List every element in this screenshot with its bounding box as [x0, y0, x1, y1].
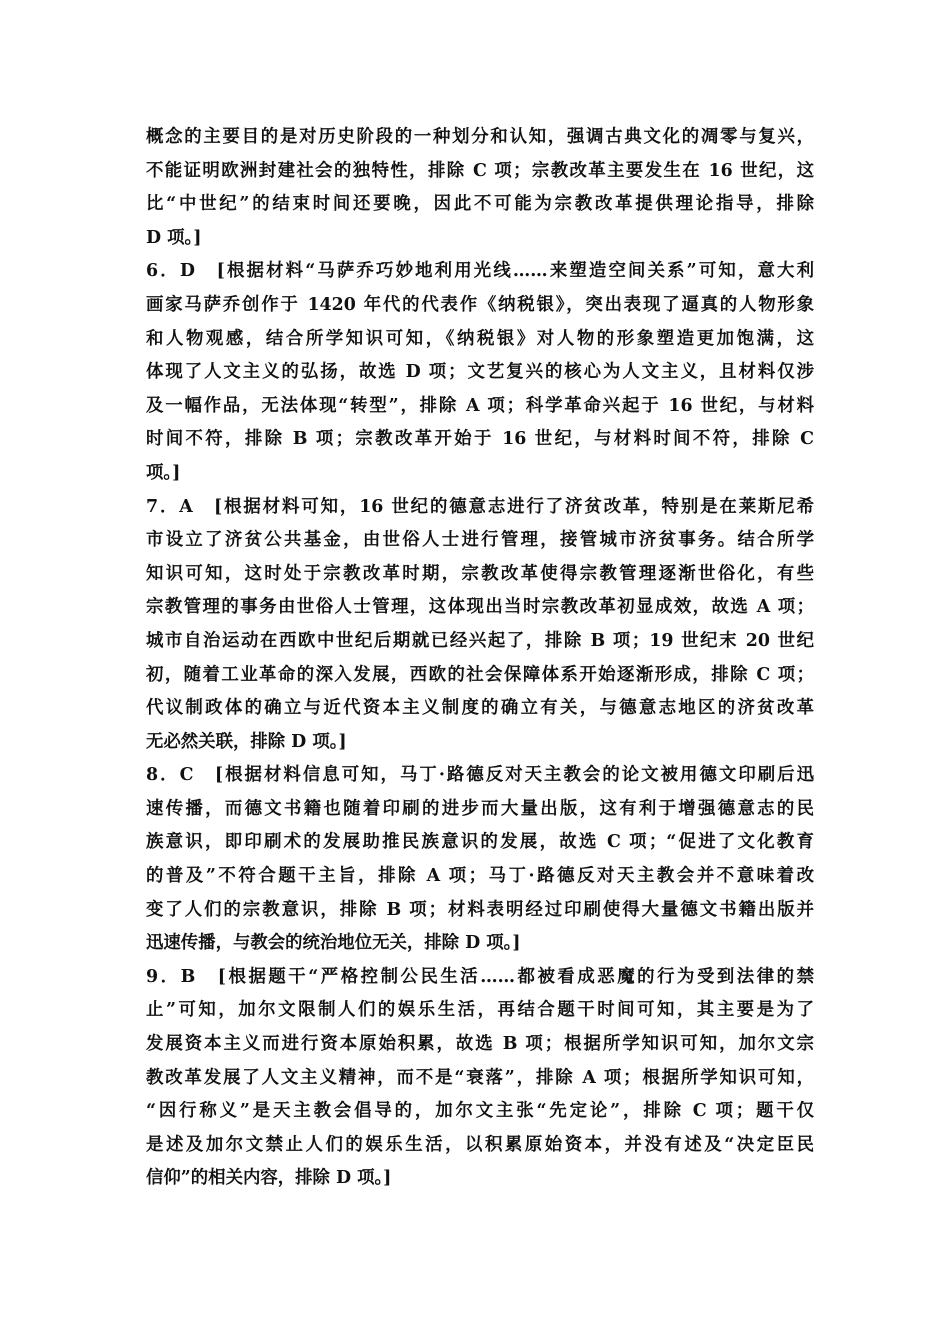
answer-explanations: [146, 121, 814, 1196]
text-line: 信仰”的相关内容，排除 D 项。]: [146, 1168, 392, 1189]
text-line: 迅速传播，与教会的统治地位无关，排除 D 项。]: [146, 933, 521, 954]
text-line: 城市自治运动在西欧中世纪后期就已经兴起了，排除 B 项；19 世纪末 20 世纪: [146, 630, 814, 651]
text-line: 止”可知，加尔文限制人们的娱乐生活，再结合题干时间可知，其主要是为了: [146, 1000, 814, 1021]
text-line: 画家马萨乔创作于 1420 年代的代表作《纳税银》，突出表现了逼真的人物形象: [146, 294, 814, 315]
text-line: 教改革发展了人文主义精神，而不是“衰落”，排除 A 项；根据所学知识可知，: [146, 1067, 814, 1088]
text-line: 体现了人文主义的弘扬，故选 D 项；文艺复兴的核心为人文主义，且材料仅涉: [146, 362, 814, 383]
text-line: “因行称义”是天主教会倡导的，加尔文主张“先定论”，排除 C 项；题干仅: [146, 1101, 814, 1122]
text-line: 6．D [根据材料“马萨乔巧妙地利用光线……来塑造空间关系”可知，意大利: [146, 261, 814, 282]
text-line: 无必然关联，排除 D 项。]: [146, 731, 347, 752]
text-line: 的普及”不符合题干主旨，排除 A 项；马丁·路德反对天主教会并不意味着改: [146, 866, 814, 887]
text-line: 8．C [根据材料信息可知，马丁·路德反对天主教会的论文被用德文印刷后迅: [146, 765, 814, 786]
text-line: 项。]: [146, 462, 181, 483]
text-line: 不能证明欧洲封建社会的独特性，排除 C 项；宗教改革主要发生在 16 世纪，这: [146, 160, 814, 181]
text-line: 发展资本主义而进行资本原始积累，故选 B 项；根据所学知识可知，加尔文宗: [146, 1034, 814, 1055]
text-line: 初，随着工业革命的深入发展，西欧的社会保障体系开始逐渐形成，排除 C 项；: [146, 664, 814, 685]
text-line: 宗教管理的事务由世俗人士管理，这体现出当时宗教改革初显成效，故选 A 项；: [146, 597, 814, 618]
text-line: 代议制政体的确立与近代资本主义制度的确立有关，与德意志地区的济贫改革: [146, 698, 814, 719]
text-line: 是述及加尔文禁止人们的娱乐生活，以积累原始资本，并没有述及“决定臣民: [146, 1134, 814, 1155]
text-line: 变了人们的宗教意识，排除 B 项；材料表明经过印刷使得大量德文书籍出版并: [146, 899, 814, 920]
text-line: 知识可知，这时处于宗教改革时期，宗教改革使得宗教管理逐渐世俗化，有些: [146, 563, 814, 584]
text-line: 7．A [根据材料可知，16 世纪的德意志进行了济贫改革，特别是在莱斯尼希: [146, 496, 814, 517]
text-line: 时间不符，排除 B 项；宗教改革开始于 16 世纪，与材料时间不符，排除 C: [146, 429, 814, 450]
text-line: 和人物观感，结合所学知识可知，《纳税银》对人物的形象塑造更加饱满，这: [146, 328, 814, 349]
text-line: 速传播，而德文书籍也随着印刷的进步而大量出版，这有利于增强德意志的民: [146, 798, 814, 819]
text-line: D 项。]: [146, 227, 202, 248]
text-line: 族意识，即印刷术的发展助推民族意识的发展，故选 C 项；“促进了文化教育: [146, 832, 814, 853]
text-line: 概念的主要目的是对历史阶段的一种划分和认知，强调古典文化的凋零与复兴，: [146, 127, 814, 147]
text-line: 比“中世纪”的结束时间还要晚，因此不可能为宗教改革提供理论指导，排除: [146, 194, 814, 215]
text-line: 市设立了济贫公共基金，由世俗人士进行管理，接管城市济贫事务。结合所学: [146, 530, 814, 551]
text-line: 9．B [根据题干“严格控制公民生活……都被看成恶魔的行为受到法律的禁: [146, 966, 814, 987]
text-line: 及一幅作品，无法体现“转型”，排除 A 项；科学革命兴起于 16 世纪，与材料: [146, 395, 814, 416]
